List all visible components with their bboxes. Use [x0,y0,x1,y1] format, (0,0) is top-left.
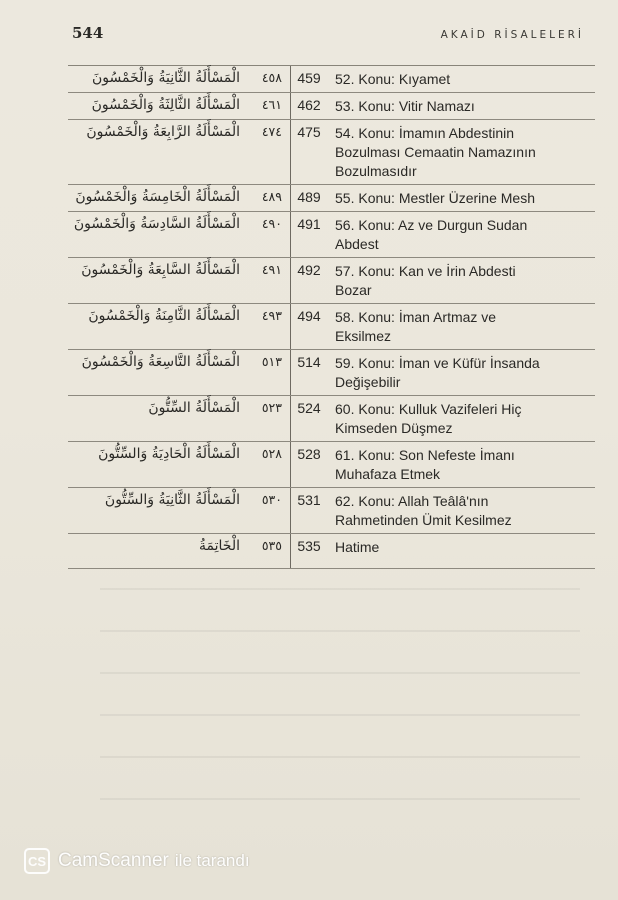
toc-turkish-title [327,120,595,184]
bleed-through-texture [100,560,580,810]
toc-arabic-title: الْمَسْأَلَةُ الْحَادِيَةُ وَالسِّتُّونَ [98,446,240,462]
camscanner-logo-icon: CS [24,848,50,874]
toc-turkish-title-line: 58. Konu: İman Artmaz ve [335,309,497,325]
toc-page-number: 528 [297,446,321,462]
toc-arabic-page: ٥٣٠ [261,492,282,507]
toc-page-number: 514 [297,354,321,370]
toc-turkish-title-line: 59. Konu: İman ve Küfür İnsanda [335,355,540,371]
toc-arabic-page: ٥٢٨ [261,446,282,461]
toc-arabic-title: الْمَسْأَلَةُ الْخَامِسَةُ وَالْخَمْسُونَ [75,189,240,205]
table-of-contents [68,65,595,569]
toc-turkish-title [327,350,595,395]
toc-arabic-cell [68,534,290,554]
toc-turkish-title [327,396,595,441]
toc-arabic-page: ٥٣٥ [261,538,282,553]
camscanner-watermark [24,848,250,874]
toc-row [68,185,595,212]
toc-turkish-title-line: Abdest [335,236,379,252]
toc-turkish-title-line: Kimseden Düşmez [335,420,453,436]
toc-turkish-title-line: 61. Konu: Son Nefeste İmanı [335,447,515,463]
toc-page-number: 535 [297,538,321,554]
toc-row [68,396,595,442]
toc-page-number: 531 [297,492,321,508]
toc-page-number: 475 [297,124,321,140]
toc-turkish-title [327,442,595,487]
toc-arabic-cell [68,185,290,205]
toc-arabic-cell [68,258,290,278]
toc-arabic-page: ٤٩٣ [261,308,282,323]
toc-arabic-cell [68,93,290,113]
toc-turkish-title [327,488,595,533]
toc-turkish-title [327,258,595,303]
toc-arabic-title: الْمَسْأَلَةُ التَّاسِعَةُ وَالْخَمْسُونَ [81,354,240,370]
toc-turkish-title-line: 52. Konu: Kıyamet [335,71,451,87]
toc-page-number: 491 [297,216,321,232]
toc-page-number: 489 [297,189,321,205]
toc-arabic-title: الْمَسْأَلَةُ الثَّامِنَةُ وَالْخَمْسُونَ [88,308,240,324]
toc-arabic-page: ٥١٣ [261,354,282,369]
toc-page-number: 459 [297,70,321,86]
toc-turkish-title-line: Rahmetinden Ümit Kesilmez [335,512,512,528]
toc-row [68,120,595,185]
toc-arabic-cell [68,350,290,370]
toc-arabic-page: ٤٩١ [261,262,282,277]
toc-row [68,442,595,488]
toc-turkish-title-line: 60. Konu: Kulluk Vazifeleri Hiç [335,401,522,417]
toc-page-number: 462 [297,97,321,113]
toc-arabic-page: ٤٩٠ [261,216,282,231]
toc-turkish-title-line: Bozulmasıdır [335,163,417,179]
toc-arabic-title: الْمَسْأَلَةُ السِّتُّونَ [148,400,240,416]
toc-page-number: 524 [297,400,321,416]
toc-arabic-title: الْخَاتِمَةُ [199,538,240,554]
toc-arabic-cell [68,304,290,324]
toc-row [68,66,595,93]
toc-row [68,212,595,258]
toc-arabic-cell [68,442,290,462]
toc-turkish-title-line: Eksilmez [335,328,392,344]
toc-turkish-title [327,185,595,211]
toc-arabic-title: الْمَسْأَلَةُ الثَّانِيَةُ وَالْخَمْسُونَ [92,70,240,86]
toc-turkish-title-line: 55. Konu: Mestler Üzerine Mesh [335,190,535,206]
toc-turkish-title [327,304,595,349]
toc-page-number: 492 [297,262,321,278]
toc-row [68,488,595,534]
running-title: AKAİD RİSALELERİ [440,29,584,41]
toc-arabic-title: الْمَسْأَلَةُ الثَّانِيَةُ وَالسِّتُّونَ [104,492,240,508]
toc-turkish-title-line: 57. Konu: Kan ve İrin Abdesti [335,263,516,279]
toc-turkish-title [327,93,595,119]
toc-turkish-title [327,212,595,257]
toc-arabic-title: الْمَسْأَلَةُ السَّادِسَةُ وَالْخَمْسُونَ [73,216,240,232]
toc-turkish-title-line: Bozar [335,282,372,298]
toc-row [68,304,595,350]
toc-arabic-cell [68,212,290,232]
toc-arabic-title: الْمَسْأَلَةُ الرَّابِعَةُ وَالْخَمْسُونَ [86,124,240,140]
toc-arabic-cell [68,488,290,508]
toc-arabic-cell [68,66,290,86]
toc-row [68,534,595,569]
toc-turkish-title-line: 62. Konu: Allah Teâlâ'nın [335,493,489,509]
toc-arabic-title: الْمَسْأَلَةُ الثَّالِثَةُ وَالْخَمْسُونَ [91,97,240,113]
page-number: 544 [72,24,104,42]
toc-turkish-title [327,66,595,92]
toc-arabic-page: ٤٦١ [261,97,282,112]
toc-page-number: 494 [297,308,321,324]
toc-arabic-page: ٥٢٣ [261,400,282,415]
toc-turkish-title-line: 56. Konu: Az ve Durgun Sudan [335,217,528,233]
toc-row [68,258,595,304]
toc-turkish-title-line: Muhafaza Etmek [335,466,441,482]
toc-arabic-page: ٤٨٩ [261,189,282,204]
toc-arabic-cell [68,396,290,416]
toc-row [68,350,595,396]
toc-arabic-cell [68,120,290,140]
toc-turkish-title-line: Bozulması Cemaatin Namazının [335,144,536,160]
watermark-text [58,850,250,872]
toc-arabic-title: الْمَسْأَلَةُ السَّابِعَةُ وَالْخَمْسُونَ [81,262,240,278]
toc-row [68,93,595,120]
toc-turkish-title [327,534,595,560]
toc-arabic-page: ٤٥٨ [261,70,282,85]
toc-turkish-title-line: 54. Konu: İmamın Abdestinin [335,125,514,141]
toc-turkish-title-line: Değişebilir [335,374,401,390]
toc-turkish-title-line: Hatime [335,539,380,555]
toc-turkish-title-line: 53. Konu: Vitir Namazı [335,98,475,114]
toc-arabic-page: ٤٧٤ [261,124,282,139]
watermark-suffix: ile tarandı [174,851,250,870]
watermark-brand: CamScanner [58,850,169,871]
